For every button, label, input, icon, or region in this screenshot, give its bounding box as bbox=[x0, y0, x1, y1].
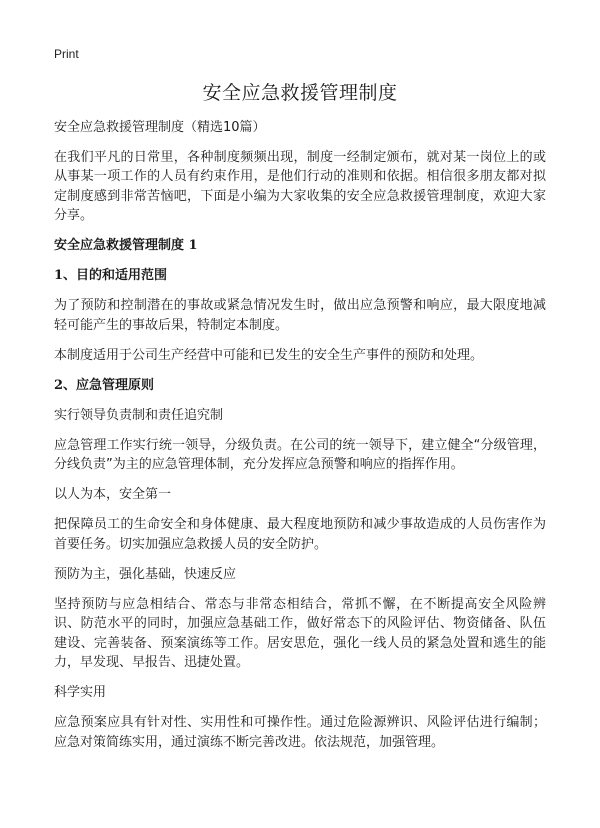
body-paragraph: 实行领导负责制和责任追究制 bbox=[54, 407, 224, 423]
body-paragraph: 预防为主，强化基础，快速反应 bbox=[54, 566, 237, 582]
body-paragraph: 应急管理工作实行统一领导，分级负责。在公司的统一领导下，建立健全“分级管理，分线负责”为主的应急管理体制，充分发挥应急预警和响应的指挥作用。 bbox=[54, 437, 546, 472]
body-paragraph: 以人为本，安全第一 bbox=[54, 487, 172, 502]
body-paragraph: 坚持预防与应急相结合、常态与非常态相结合，常抓不懈，在不断提高安全风险辨识、防范水平的同时，加强应急基础工作，做好常态下的风险评估、物资储备、队伍建设、完善装备、预案演练等工作。居安思危，强化一线人员的紧急处置和逃生的能力，早发现、早报告、迅捷处置。 bbox=[54, 596, 546, 670]
body-paragraph: 科学实用 bbox=[54, 685, 107, 700]
print-link[interactable]: Print bbox=[54, 47, 79, 61]
body-paragraph: 本制度适用于公司生产经营中可能和已发生的安全生产事件的预防和处理。 bbox=[54, 347, 484, 363]
body-paragraph: 为了预防和控制潜在的事故或紧急情况发生时，做出应急预警和响应，最大限度地减轻可能产生的事故后果，特制定本制度。 bbox=[54, 298, 546, 333]
document-subtitle: 安全应急救援管理制度（精选10篇） bbox=[54, 120, 266, 135]
section-heading: 1、目的和适用范围 bbox=[54, 268, 168, 283]
body-paragraph: 把保障员工的生命安全和身体健康、最大程度地预防和减少事故造成的人员伤害作为首要任务。切实加强应急救援人员的安全防护。 bbox=[54, 517, 546, 552]
section-heading: 2、应急管理原则 bbox=[54, 377, 155, 393]
document-body bbox=[54, 118, 546, 763]
section-heading: 安全应急救援管理制度 1 bbox=[54, 238, 198, 253]
body-paragraph: 应急预案应具有针对性、实用性和可操作性。通过危险源辨识、风险评估进行编制；应急对策简练实用，通过演练不断完善改进。依法规范，加强管理。 bbox=[54, 715, 546, 750]
document-title: 安全应急救援管理制度 bbox=[202, 82, 398, 104]
intro-paragraph: 在我们平凡的日常里，各种制度频频出现，制度一经制定颁布，就对某一岗位上的或从事某一项工作的人员有约束作用，是他们行动的准则和依据。相信很多朋友都对拟定制度感到非常苦恼吧，下面是小编为大家收集的安全应急救援管理制度，欢迎大家分享。 bbox=[54, 149, 546, 223]
